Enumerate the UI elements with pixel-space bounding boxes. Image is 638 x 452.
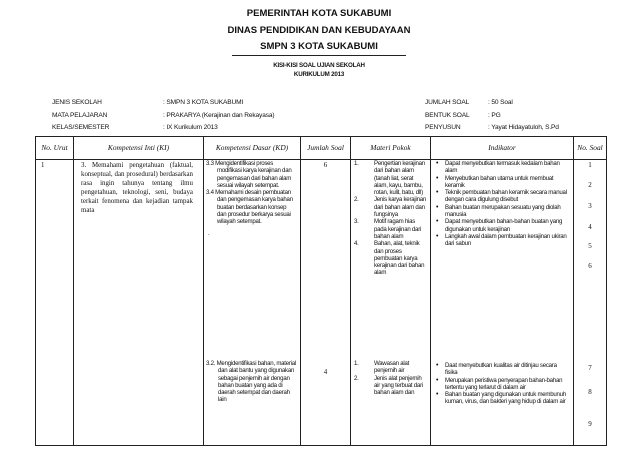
- info-label: MATA PELAJARAN: [52, 112, 108, 119]
- question-number: 1: [588, 161, 592, 169]
- materi-item-number: 1.: [354, 160, 359, 167]
- info-label: JENIS SEKOLAH: [52, 99, 102, 106]
- header-no-soal: No. Soal: [574, 137, 607, 160]
- indikator-item: • Bahan buatan yang digunakan untuk membunuh kuman, virus, dan bakteri yang hidup di dalam air: [435, 391, 569, 406]
- info-value: : PG: [488, 112, 501, 119]
- header-government: PEMERINTAH KOTA SUKABUMI: [246, 8, 392, 19]
- question-number: 2: [588, 181, 592, 189]
- header-school: SMPN 3 KOTA SUKABUMI: [260, 41, 378, 52]
- header-materi-pokok: Materi Pokok: [351, 137, 431, 160]
- materi-item: [354, 360, 427, 375]
- info-label: KELAS/SEMESTER: [52, 124, 110, 131]
- indikator-list-a: [435, 160, 569, 248]
- materi-item-number: 4.: [354, 240, 359, 248]
- materi-list-b: [354, 360, 427, 396]
- materi-item-text: Jenis alat penjernih air yang terbuat dari bahan alam dan: [374, 374, 423, 397]
- cell-ki: [74, 160, 204, 446]
- question-number: 6: [588, 262, 592, 270]
- header-department: DINAS PENDIDIKAN DAN KEBUDAYAAN: [227, 25, 411, 36]
- info-value: : SMPN 3 KOTA SUKABUMI: [163, 99, 244, 106]
- cell-jumlah-soal: [301, 160, 351, 446]
- indikator-item: • Daat menyebutkan kualitas air ditinjau secara fisika: [435, 362, 569, 377]
- info-value: : 50 Soal: [488, 99, 513, 106]
- materi-item-number: 2.: [354, 374, 359, 382]
- materi-list-a: [354, 160, 427, 277]
- materi-item: [354, 196, 427, 218]
- question-number: 4: [588, 223, 592, 231]
- cell-no-urut: [36, 160, 74, 446]
- question-number: 8: [588, 388, 592, 396]
- materi-item-text: Pengertian kerajinan dari bahan alam (tanah liat, serat alam, kayu, bambu, rotan, kulit, batu, dll): [374, 160, 425, 197]
- materi-item-text: Motif ragam hias pada kerajinan dari bahan alam: [374, 218, 422, 240]
- header-divider: [232, 55, 406, 56]
- table-row: [36, 160, 607, 446]
- header-kd: Kompetensi Dasar (KD): [204, 137, 301, 160]
- info-value: : PRAKARYA (Kerajinan dan Rekayasa): [163, 112, 275, 119]
- info-label: PENYUSUN: [425, 124, 461, 131]
- cell-no-soal: [574, 160, 607, 446]
- kd-3-4: 3.4 Memahami desain pembuatan dan pengemasan karya bahan buatan berdasarkan konsep dan prosedur berkarya sesuai wilayah setempat.: [206, 189, 293, 226]
- kd-dot: .: [208, 229, 210, 237]
- question-number: 3: [588, 202, 592, 210]
- cell-indikator: [431, 160, 574, 446]
- info-label: BENTUK SOAL: [425, 112, 470, 119]
- materi-item: [354, 375, 427, 397]
- kd-3-2: 3.2. Mengidentifikasi bahan, material dan alat bantu yang digunakan sebagai penjernih air dengan bahan buatan yang ada di daerah setempat dan daerah lain: [206, 360, 296, 404]
- jumlah-soal-b: 4: [323, 369, 328, 376]
- indikator-item: • Dapat menyebutkan bahan-bahan buatan yang digunakan untuk kerajinan: [435, 218, 569, 233]
- indikator-item: • Bahan buatan merupakan sesuatu yang diolah manusia: [435, 204, 569, 219]
- ki-text: 3. Memahami pengetahuan (faktual, konseptual, dan prosedural) berdasarkan rasa ingin tahunya tentang ilmu pengetahuan, teknologi, seni, budaya terkait fenomena dan kejadian tampak mata: [81, 162, 193, 214]
- cell-materi-pokok: [351, 160, 431, 446]
- info-label: JUMLAH SOAL: [425, 99, 470, 106]
- header-no-urut: No. Urut: [36, 137, 74, 160]
- indikator-item: • Menyebutkan bahan utama untuk membuat keramik: [435, 175, 569, 190]
- header-jumlah-soal: Jumlah Soal: [301, 137, 351, 160]
- cell-kd: [204, 160, 301, 446]
- info-value: : IX Kurikulum 2013: [163, 124, 218, 131]
- materi-item-text: Jenis karya kerajinan dari bahan alam dan fungsinya: [374, 196, 426, 219]
- question-number: 9: [588, 420, 592, 428]
- materi-item: [354, 240, 427, 276]
- kd-3-3: 3.3 Mengidentifikasi proses modifikasi karya kerajinan dan pengemasan dari bahan alam sesuai wilayah setempat.: [206, 160, 292, 189]
- question-grid-table: [35, 136, 607, 446]
- curriculum-label: KURIKULUM 2013: [293, 71, 345, 78]
- question-number: 7: [588, 364, 592, 372]
- materi-item: [354, 218, 427, 240]
- materi-item-number: 1.: [354, 360, 359, 367]
- jumlah-soal-a: 6: [323, 162, 328, 169]
- indikator-list-b: [435, 362, 569, 406]
- question-number: 5: [588, 242, 592, 250]
- indikator-item: • Teknik pembuatan bahan keramik secara manual dengan cara digulung disebut: [435, 189, 569, 204]
- table-header-row: [36, 137, 607, 160]
- materi-item-text: Bahan, alat, teknik dan proses pembuatan karya kerajinan dari bahan alam: [374, 240, 425, 277]
- header-indikator: Indikator: [431, 137, 574, 160]
- indikator-item: • Dapat menyebutkan termasuk kedalam bahan alam: [435, 160, 569, 175]
- materi-item: [354, 160, 427, 196]
- info-value: : Yayat Hidayatuloh, S.Pd: [488, 124, 559, 131]
- document-title: KISI-KISI SOAL UJIAN SEKOLAH: [273, 62, 365, 69]
- row-number: 1: [41, 162, 45, 169]
- indikator-item: • Langkah awal dalam pembuatan kerajinan ukiran dari sabun: [435, 233, 569, 248]
- header-ki: Kompetensi Inti (KI): [74, 137, 204, 160]
- materi-item-text: Wawasan alat penjernih air: [374, 360, 410, 375]
- indikator-item: • Merupakan peristiwa penyerapan bahan-bahan tertentu yang terlarut di dalam air: [435, 377, 569, 392]
- materi-item-number: 2.: [354, 196, 359, 204]
- materi-item-number: 3.: [354, 218, 359, 226]
